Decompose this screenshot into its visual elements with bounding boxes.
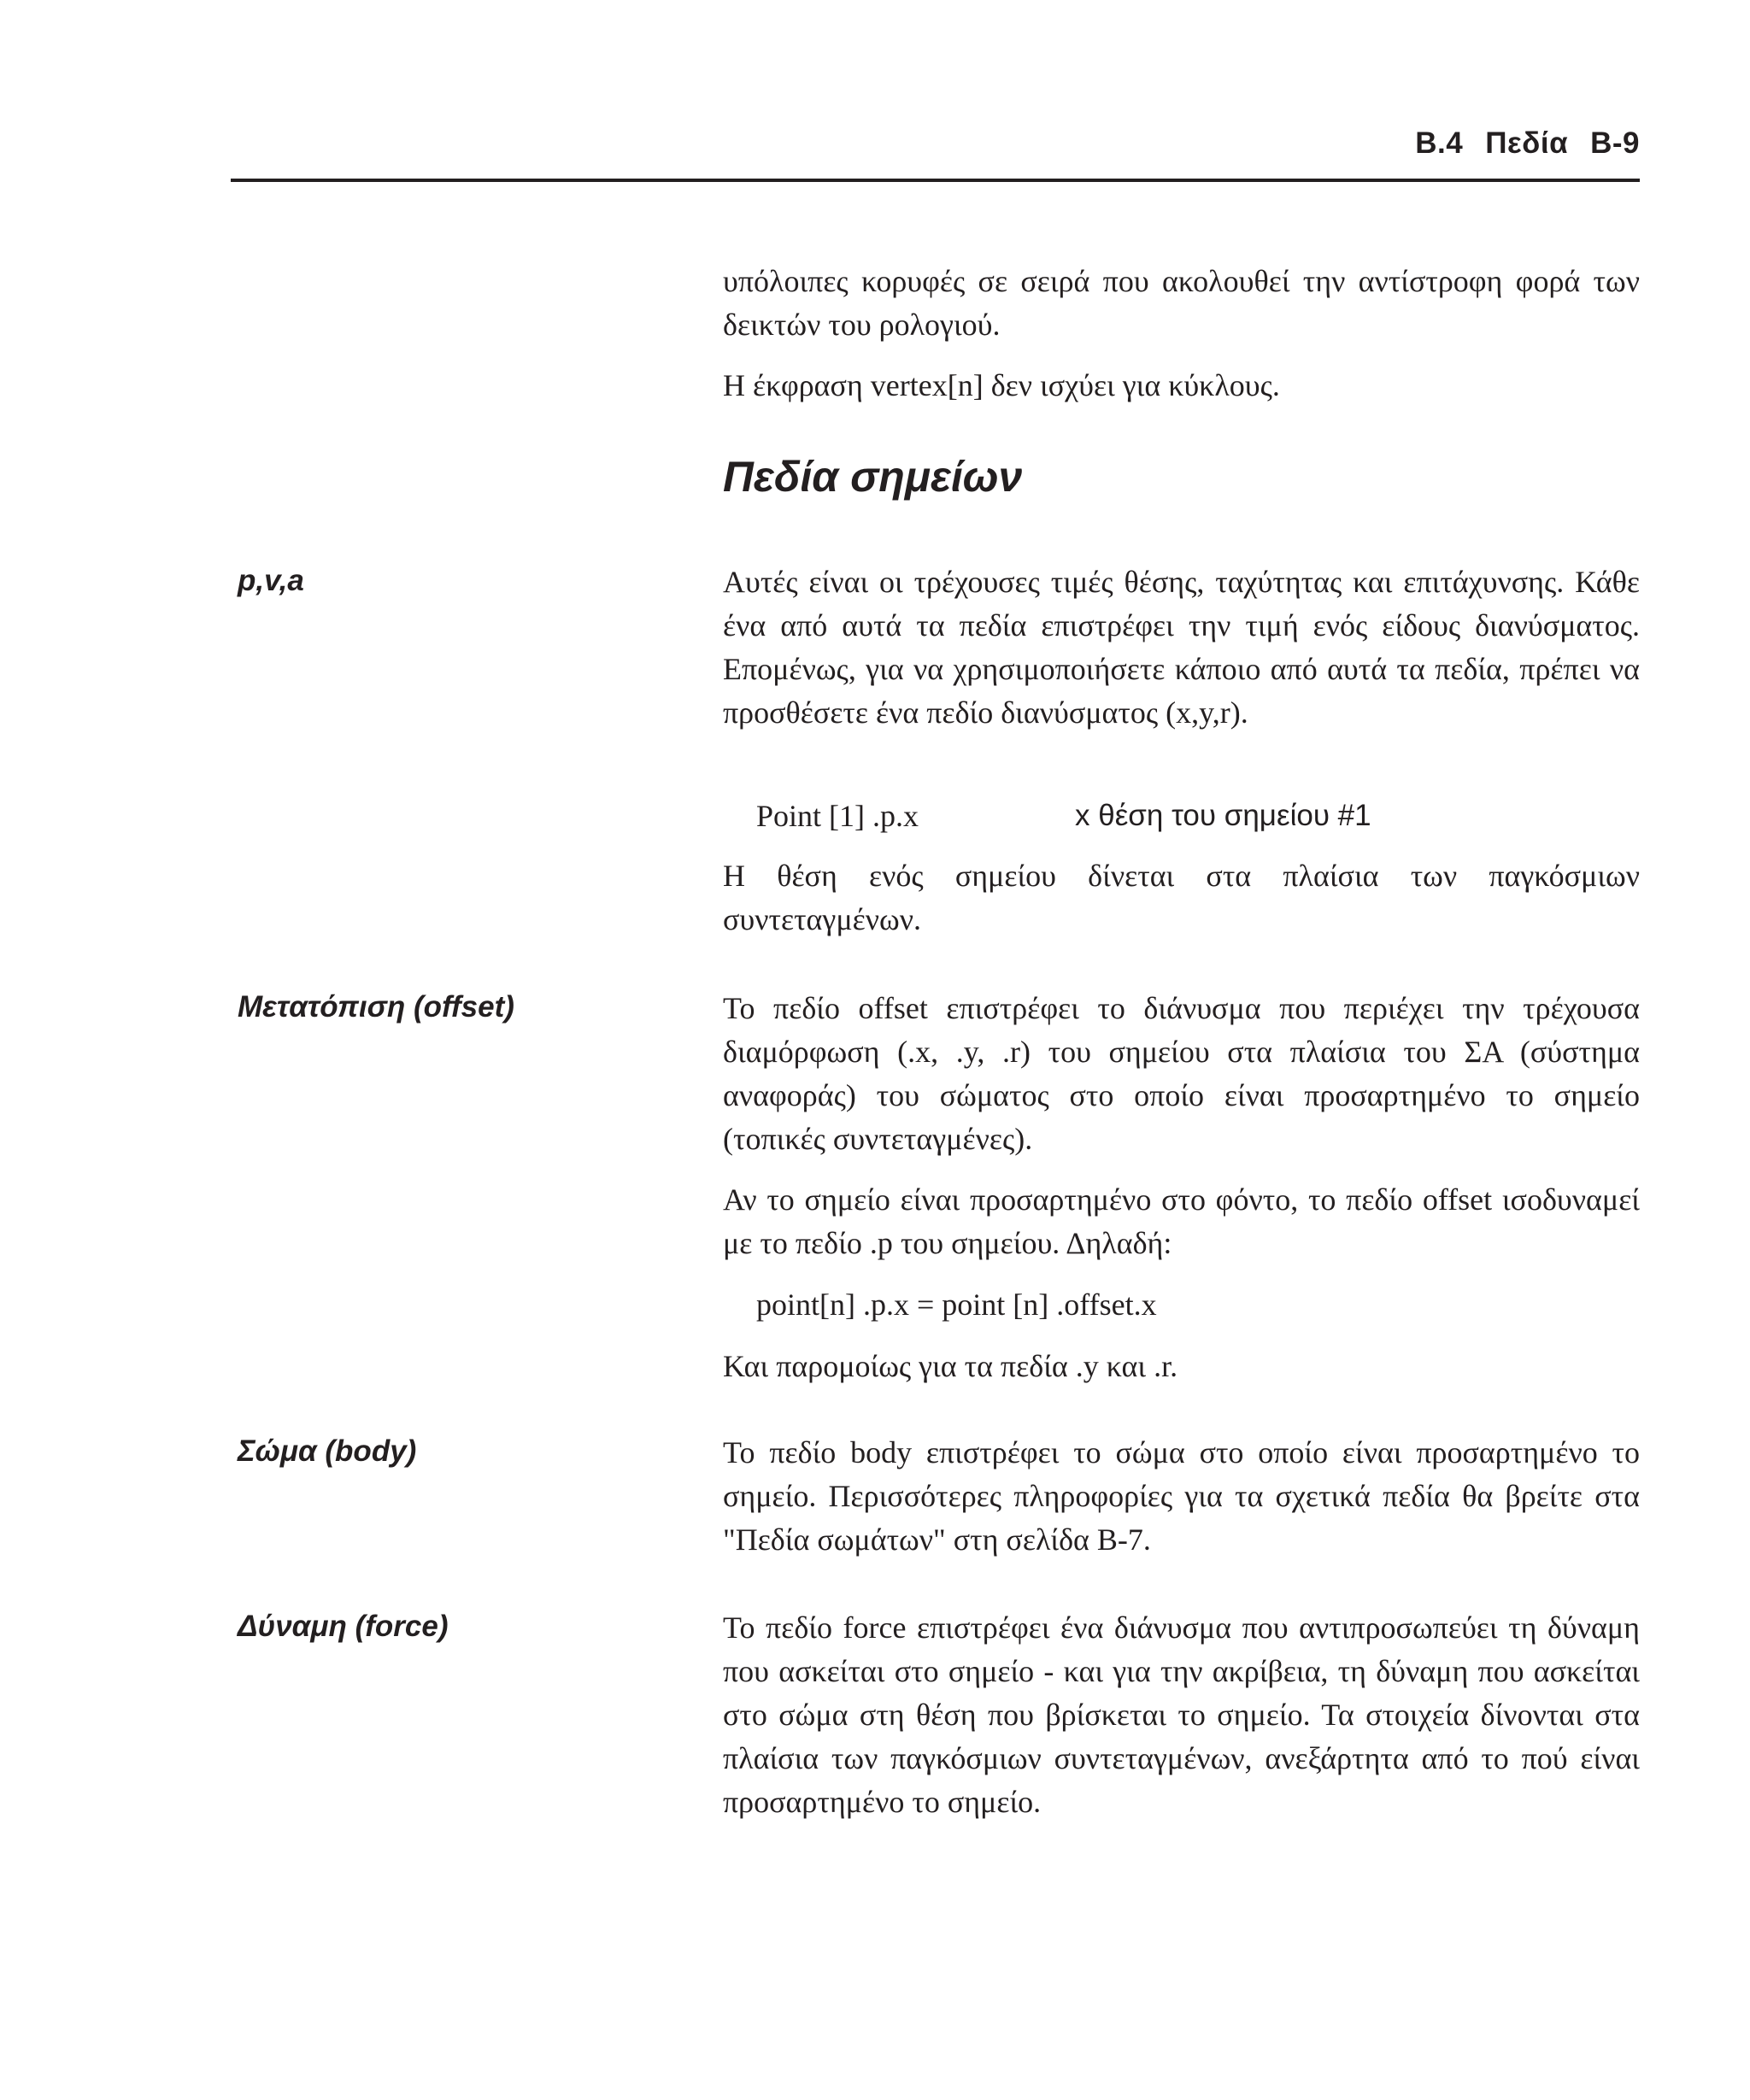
pva-code-comment: x θέση του σημείου #1: [1075, 799, 1371, 832]
field-force-description: [723, 1606, 1640, 1824]
field-offset-description: [723, 987, 1640, 1161]
header-rule: [231, 179, 1640, 182]
header-section-number: B.4: [1415, 126, 1464, 160]
intro-block: [723, 260, 1640, 347]
header-page-number: B-9: [1590, 126, 1640, 160]
field-label-force: Δύναμη (force): [238, 1610, 449, 1643]
offset-paragraph-2: Αν το σημείο είναι προσαρτημένο στο φόντο, το πεδίο offset ισοδυναμεί με το πεδίο .p του σημείου. Δηλαδή:: [723, 1182, 1640, 1260]
force-paragraph-1: Το πεδίο force επιστρέφει ένα διάνυσμα που αντιπροσωπεύει τη δύναμη που ασκείται στο σημείο - και για την ακρίβεια, τη δύναμη που ασκείται στο σώμα στη θέση που βρίσκεται το σημείο. Τα στοιχεία δίνονται στα πλαίσια των παγκόσμιων συντεταγμένων, ανεξάρτητα από το πού είναι προσαρτημένο το σημείο.: [723, 1610, 1640, 1819]
body-paragraph-1: Το πεδίο body επιστρέφει το σώμα στο οποίο είναι προσαρτημένο το σημείο. Περισσότερες πληροφορίες για τα σχετικά πεδία θα βρείτε στα "Πεδία σωμάτων" στη σελίδα B-7.: [723, 1435, 1640, 1557]
field-body-description: [723, 1431, 1640, 1562]
intro-paragraph-1: υπόλοιπες κορυφές σε σειρά που ακολουθεί την αντίστροφη φορά των δεικτών του ρολογιού.: [723, 264, 1640, 342]
pva-code-example: Point [1] .p.x: [756, 799, 919, 833]
header-section-title: Πεδία: [1485, 126, 1569, 160]
field-label-body: Σώμα (body): [238, 1434, 417, 1468]
section-heading: Πεδία σημείων: [723, 453, 1023, 501]
offset-paragraph-1: Το πεδίο offset επιστρέφει το διάνυσμα που περιέχει την τρέχουσα διαμόρφωση (.x, .y, .r) του σημείου στα πλαίσια του ΣΑ (σύστημα αναφοράς) του σώματος στο οποίο είναι προσαρτημένο το σημείο (τοπικές συντεταγμένες).: [723, 991, 1640, 1156]
pva-paragraph-1: Αυτές είναι οι τρέχουσες τιμές θέσης, ταχύτητας και επιτάχυνσης. Κάθε ένα από αυτά τα πεδία επιστρέφει την τιμή ενός είδους διανύσματος. Επομένως, για να χρησιμοποιήσετε κάποιο από αυτά τα πεδία, πρέπει να προσθέσετε ένα πεδίο διανύσματος (x,y,r).: [723, 565, 1640, 730]
pva-paragraph-2: Η θέση ενός σημείου δίνεται στα πλαίσια των παγκόσμιων συντεταγμένων.: [723, 859, 1640, 936]
field-label-pva: p,v,a: [238, 564, 304, 597]
intro-paragraph-2: Η έκφραση vertex[n] δεν ισχύει για κύκλους.: [723, 368, 1280, 402]
offset-code-example: point[n] .p.x = point [n] .offset.x: [756, 1288, 1157, 1322]
offset-paragraph-3: Και παρομοίως για τα πεδία .y και .r.: [723, 1349, 1178, 1383]
field-label-offset: Μετατόπιση (offset): [238, 990, 514, 1024]
field-pva-description: [723, 560, 1640, 735]
running-header: [1415, 126, 1640, 161]
